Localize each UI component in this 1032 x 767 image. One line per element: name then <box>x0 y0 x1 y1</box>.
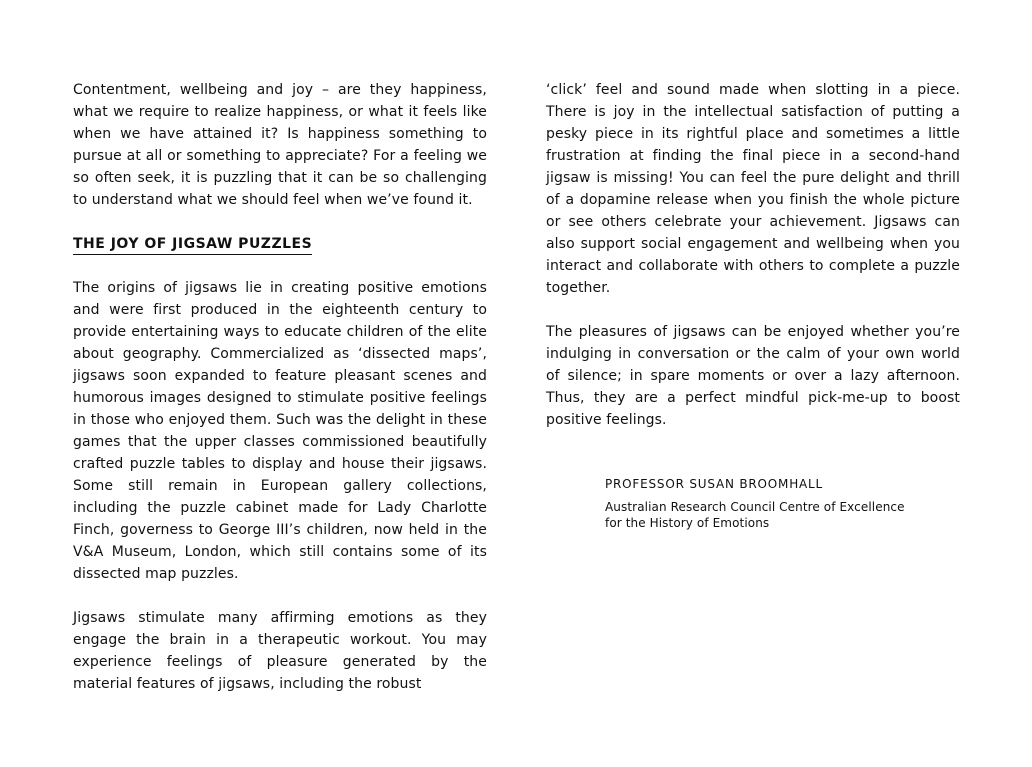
intro-paragraph: Contentment, wellbeing and joy – are they happiness, what we require to realize happiness, or what it feels like when we have attained it? Is happiness something to pursue at all or something to appreciate? For a feeling we so often seek, it is puzzling that it can be so challenging to understand what we should feel when we’ve found it. <box>73 82 487 208</box>
spacer <box>73 255 487 277</box>
continued-paragraph: ‘click’ feel and sound made when slotting in a piece. There is joy in the intellectual satisfaction of putting a pesky piece in its rightful place and sometimes a little frustration at finding the final piece in a second-hand jigsaw is missing! You can feel the pure delight and thrill of a dopamine release when you finish the whole picture or see others celebrate your achievement. Jigsaws can also support social engagement and wellbeing when you interact and collaborate with others to complete a puzzle together. <box>546 82 960 296</box>
pleasures-paragraph: The pleasures of jigsaws can be enjoyed whether you’re indulging in conversation or the calm of your own world of silence; in spare moments or over a lazy afternoon. Thus, they are a perfect mindful pick-me-up to boost positive feelings. <box>546 324 960 428</box>
left-column <box>73 79 487 695</box>
origins-paragraph: The origins of jigsaws lie in creating positive emotions and were first produced in the eighteenth century to provide entertaining ways to educate children of the elite about geography. Commercialized as ‘dissected maps’, jigsaws soon expanded to feature pleasant scenes and humorous images designed to stimulate positive feelings in those who enjoyed them. Such was the delight in these games that the upper classes commissioned beautifully crafted puzzle tables to display and house their jigsaws. Some still remain in European gallery collections, including the puzzle cabinet made for Lady Charlotte Finch, governess to George III’s children, now held in the V&A Museum, London, which still contains some of its dissected map puzzles. <box>73 280 487 582</box>
spacer <box>546 299 960 321</box>
spacer <box>73 585 487 607</box>
section-heading: THE JOY OF JIGSAW PUZZLES <box>73 234 312 255</box>
section-heading-wrap <box>73 233 487 255</box>
spacer <box>73 211 487 233</box>
right-column <box>546 79 960 431</box>
author-name: PROFESSOR SUSAN BROOMHALL <box>605 477 823 491</box>
author-signature <box>605 475 965 531</box>
author-affiliation-line-2: for the History of Emotions <box>605 516 770 530</box>
emotions-paragraph: Jigsaws stimulate many affirming emotions as they engage the brain in a therapeutic workout. You may experience feelings of pleasure generated by the material features of jigsaws, including the robust <box>73 610 487 692</box>
author-affiliation-line-1: Australian Research Council Centre of Excellence <box>605 500 905 514</box>
